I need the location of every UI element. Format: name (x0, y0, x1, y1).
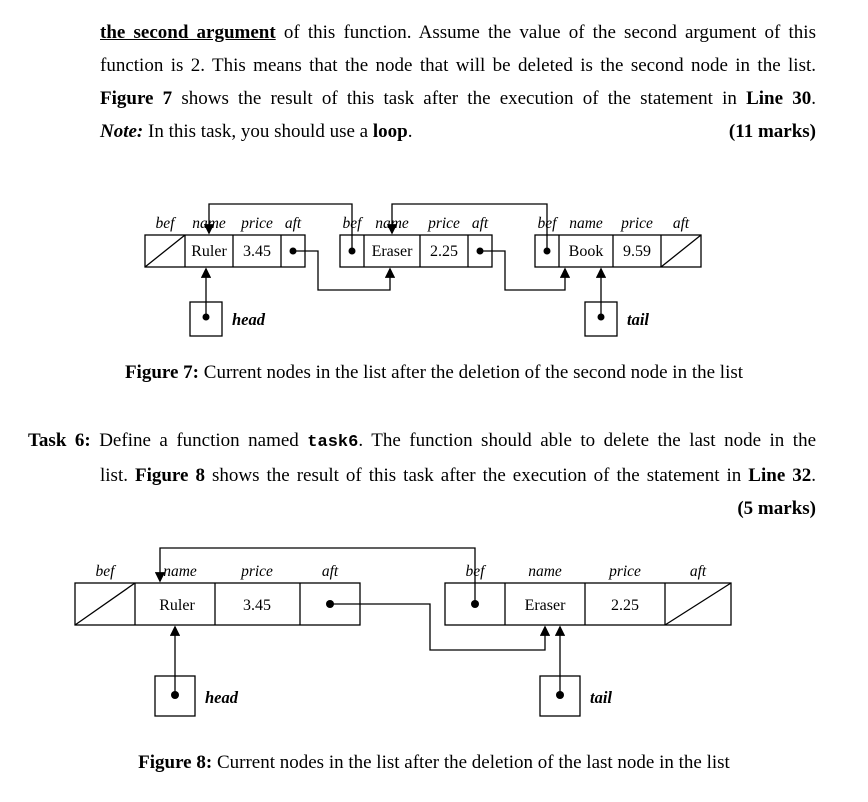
task6-paragraph (28, 424, 816, 525)
node-name-value: Ruler (191, 243, 227, 260)
node-price-value: 9.59 (623, 243, 651, 260)
fig8-node2 (445, 563, 731, 625)
text-run: . The function should able to delete the last node in the (358, 430, 816, 451)
field-label-name: name (375, 215, 409, 232)
field-label-name: name (528, 563, 562, 580)
figure8-caption (0, 752, 868, 774)
paragraph-line-2 (100, 49, 816, 82)
text-run: . (811, 88, 816, 109)
fig8-head-pointer (155, 627, 239, 716)
node-price-value: 2.25 (430, 243, 458, 260)
null-slash (145, 235, 185, 267)
task6-function-name: task6 (307, 433, 359, 452)
field-label-name: name (163, 563, 197, 580)
text-run: of this function. Assume the value of the second argument of this (275, 22, 816, 43)
field-label-price: price (621, 215, 653, 232)
marks-badge: (11 marks) (728, 121, 816, 142)
task6-line-2 (28, 459, 816, 492)
caption-text: Current nodes in the list after the deletion of the second node in the list (199, 362, 744, 383)
note-label: Note: (100, 121, 144, 142)
field-label-price: price (241, 563, 273, 580)
paragraph-line-1 (100, 16, 816, 49)
task6-marks-line (28, 492, 816, 525)
field-label-aft: aft (672, 215, 690, 232)
field-label-name: name (569, 215, 603, 232)
field-label-bef: bef (95, 563, 115, 580)
fig7-head-pointer (190, 269, 266, 336)
null-slash (661, 235, 701, 267)
text-run: function is 2. This means that the node that will be deleted is the second node in the list. (100, 55, 816, 76)
aft-arrow-node2-to-node3 (480, 251, 565, 290)
line30-ref: Line 30 (746, 88, 812, 109)
text-run: list. (100, 465, 135, 486)
fig8-node1 (75, 563, 360, 625)
node-name-value: Eraser (371, 243, 413, 260)
text-run: shows the result of this task after the execution of the statement in (204, 465, 749, 486)
loop-emphasis: loop (372, 121, 408, 142)
field-label-bef: bef (537, 215, 557, 232)
caption-label: Figure 8: (138, 752, 213, 773)
node-name-value: Book (568, 243, 604, 260)
caption-text: Current nodes in the list after the deletion of the last node in the list (212, 752, 730, 773)
figure8-ref: Figure 8 (134, 465, 205, 486)
text-run: Define a function named (90, 430, 308, 451)
figure7-caption (0, 362, 868, 384)
node-name-value: Ruler (159, 597, 195, 614)
field-label-aft: aft (689, 563, 707, 580)
paragraph-line-3 (100, 82, 816, 115)
paragraph-line-4 (100, 115, 816, 148)
fig8-pointer-wires (160, 548, 545, 650)
bef-arrow-node3-to-node2 (392, 204, 547, 251)
node-price-value: 3.45 (243, 243, 271, 260)
field-label-price: price (609, 563, 641, 580)
text-run: . (407, 121, 413, 142)
fig7-node1 (145, 215, 305, 267)
head-label: head (232, 310, 265, 329)
marks-badge: (5 marks) (737, 498, 816, 519)
aft-arrow-node1-to-node2 (330, 604, 545, 650)
text-run: In this task, you should use a (143, 121, 373, 142)
field-label-bef: bef (465, 563, 485, 580)
field-label-name: name (192, 215, 226, 232)
caption-label: Figure 7: (124, 362, 200, 383)
field-label-aft: aft (321, 563, 339, 580)
figure7-diagram (0, 190, 868, 352)
fig8-tail-pointer (540, 627, 612, 716)
text-run: shows the result of this task after the execution of the statement in (172, 88, 747, 109)
field-label-bef: bef (342, 215, 362, 232)
figure8-diagram (0, 538, 868, 734)
field-label-price: price (241, 215, 273, 232)
head-label: head (205, 688, 238, 707)
fig7-node2 (340, 215, 492, 267)
emphasized-phrase: the second argument (100, 22, 276, 43)
field-label-aft: aft (284, 215, 302, 232)
field-label-aft: aft (471, 215, 489, 232)
node-name-value: Eraser (524, 597, 566, 614)
null-slash (75, 583, 135, 625)
tail-label: tail (590, 688, 613, 707)
figure7-ref: Figure 7 (100, 88, 173, 109)
bef-arrow-node2-to-node1 (160, 548, 475, 604)
task6-line-1 (28, 424, 816, 459)
task6-label: Task 6: (28, 430, 91, 451)
text-run: . (811, 465, 816, 486)
field-label-bef: bef (155, 215, 175, 232)
node-price-value: 3.45 (243, 597, 271, 614)
null-slash (665, 583, 731, 625)
field-label-price: price (428, 215, 460, 232)
line32-ref: Line 32 (748, 465, 812, 486)
fig7-node3 (535, 215, 701, 267)
intro-paragraph (100, 16, 816, 148)
fig7-tail-pointer (585, 269, 649, 336)
tail-label: tail (627, 310, 650, 329)
node-price-value: 2.25 (611, 597, 639, 614)
